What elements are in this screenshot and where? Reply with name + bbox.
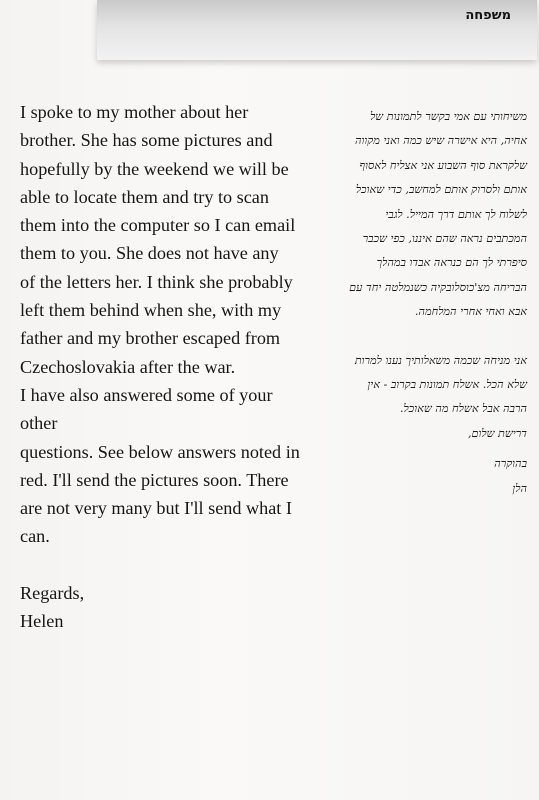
hebrew-line: אבא ואחי אחרי המלחמה. [414,305,527,319]
letter-line: brother. She has some pictures and [20,130,273,151]
letter-line: able to locate them and try to scan [20,186,269,207]
hebrew-closing: דרישת שלום, [467,426,527,440]
hebrew-line: אותם ולסרוק אותם למחשב, כדי שאוכל [355,183,527,197]
english-letter [20,98,305,635]
hebrew-line: סיפרתי לך הם כנראה אבדו במהלך [376,256,527,270]
letter-line: I spoke to my mother about her [20,102,249,122]
hebrew-line: משיחותי עם אמי בקשר לתמונות של [370,110,527,123]
letter-line: them to you. She does not have any [20,243,279,264]
letter-line: I have also answered some of your other [20,384,273,434]
letter-line: questions. See below answers noted in [20,441,300,462]
hebrew-signature: הלן [512,481,527,495]
letter-line: Czechoslovakia after the war. [20,356,236,377]
letter-line: them into the computer so I can email [20,215,296,236]
header-banner [97,0,537,60]
hebrew-line: שלא הכל. אשלח תמונות בקרוב - אין [367,378,527,392]
hebrew-line: הרבה אבל אשלח מה שאוכל. [400,402,527,416]
page-title: משפחה [465,8,511,23]
hebrew-line: לשלוח לך אותם דרך המייל. לגבי [385,207,527,221]
hebrew-line: שלקראת סוף השבוע אני אצליח לאסוף [359,158,527,172]
hebrew-sign-line: בהוקרה [494,457,527,471]
letter-line: father and my brother escaped from [20,328,281,349]
letter-line: of the letters her. I think she probably [20,271,293,292]
hebrew-line: המכתבים נראה שהם איננו, כפי שכבר [362,232,527,246]
letter-line: can. [20,526,50,547]
hebrew-letter [314,105,527,501]
hebrew-line: אחיה, היא אישרה שיש כמה ואני מקווה [354,134,527,148]
hebrew-line: אני מניחה שכמה משאלותיך נענו למרות [354,353,527,367]
letter-line: left them behind when she, with my [20,300,282,321]
letter-line: red. I'll send the pictures soon. There [20,469,289,490]
letter-closing: Regards, [20,582,85,603]
letter-line: hopefully by the weekend we will be [20,158,289,179]
letter-signature: Helen [20,611,64,632]
hebrew-line: הבריחה מצ'כוסלובקיה כשנמלטה יחד עם [349,280,527,294]
letter-line: are not very many but I'll send what I [20,498,292,519]
